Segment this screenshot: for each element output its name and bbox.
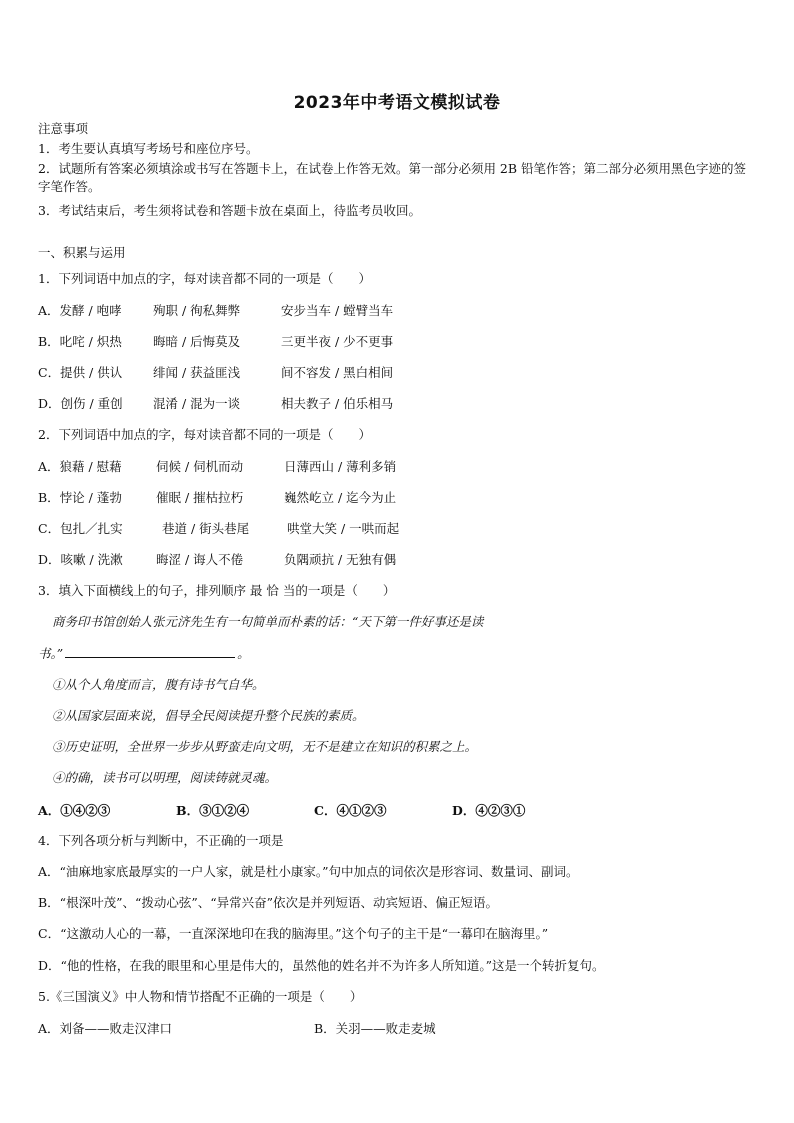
option-word: 三更半夜 / 少不更事: [281, 334, 394, 349]
option-word: 殉职 / 徇私舞弊: [153, 303, 241, 318]
option-word: 相夫教子 / 伯乐相马: [281, 396, 394, 411]
option-word: D．咳嗽 / 洗漱: [38, 552, 123, 567]
option-word: 催眠 / 摧枯拉朽: [156, 490, 244, 505]
option-word: 安步当车 / 螳臂当车: [281, 303, 394, 318]
option-word: 晦暗 / 后悔莫及: [153, 334, 241, 349]
notice-item: 3．考试结束后，考生须将试卷和答题卡放在桌面上，待监考员收回。: [38, 203, 421, 218]
option-word: 日薄西山 / 薄利多销: [284, 459, 397, 474]
question-stem: 1．下列词语中加点的字，每对读音都不同的一项是（ ）: [38, 271, 371, 286]
choice-option: A．①④②③: [38, 803, 111, 818]
option-word: 混淆 / 混为一谈: [153, 396, 241, 411]
option-text: B．关羽——败走麦城: [314, 1021, 436, 1036]
question-stem: 2．下列词语中加点的字，每对读音都不同的一项是（ ）: [38, 427, 371, 442]
passage-text-end: 。: [237, 646, 250, 661]
choice-option: B．③①②④: [176, 803, 250, 818]
sentence-item: ①从个人角度而言，腹有诗书气自华。: [52, 677, 265, 692]
notice-item: 1．考生要认真填写考场号和座位序号。: [38, 141, 259, 156]
option-word: A．狼藉 / 慰藉: [38, 459, 122, 474]
option-word: 巷道 / 街头巷尾: [162, 521, 250, 536]
sentence-item: ④的确，读书可以明理，阅读铸就灵魂。: [52, 770, 278, 785]
option-text: A．“油麻地家底最厚实的一户人家，就是杜小康家。”句中加点的词依次是形容词、数量词、副词。: [38, 864, 579, 879]
passage-text: [38, 645, 250, 663]
question-stem: 4．下列各项分析与判断中，不正确的一项是: [38, 833, 284, 848]
option-word: 晦涩 / 诲人不倦: [156, 552, 244, 567]
option-word: A．发酵 / 咆哮: [38, 303, 122, 318]
choice-option: C．④①②③: [314, 803, 387, 818]
option-word: C．提供 / 供认: [38, 365, 123, 380]
notice-item: 2．试题所有答案必须填涂或书写在答题卡上，在试卷上作答无效。第一部分必须用 2B 铅笔作答；第二部分必须用黑色字迹的签字笔作答。: [38, 161, 747, 194]
option-word: 巍然屹立 / 迄今为止: [284, 490, 397, 505]
option-word: D．创伤 / 重创: [38, 396, 123, 411]
option-word: C．包扎／扎实: [38, 521, 123, 536]
question-stem: 3．填入下面横线上的句子，排列顺序 最 恰 当的一项是（ ）: [38, 583, 396, 598]
sentence-item: ③历史证明，全世界一步步从野蛮走向文明，无不是建立在知识的积累之上。: [52, 739, 478, 754]
sentence-item: ②从国家层面来说，倡导全民阅读提升整个民族的素质。: [52, 708, 365, 723]
option-text: A．刘备——败走汉津口: [38, 1021, 173, 1036]
option-text: B．“根深叶茂”、“拨动心弦”、“异常兴奋”依次是并列短语、动宾短语、偏正短语。: [38, 895, 499, 910]
notice-heading: 注意事项: [38, 121, 89, 136]
question-stem: 5.《三国演义》中人物和情节搭配不正确的一项是（ ）: [38, 989, 363, 1004]
passage-text: 商务印书馆创始人张元济先生有一句简单而朴素的话：“天下第一件好事还是读: [52, 614, 484, 629]
passage-text-start: 书。”: [38, 646, 64, 661]
option-word: 伺候 / 伺机而动: [156, 459, 244, 474]
option-word: 绯闻 / 获益匪浅: [153, 365, 241, 380]
option-word: B．悖论 / 蓬勃: [38, 490, 122, 505]
option-text: D．“他的性格，在我的眼里和心里是伟大的，虽然他的姓名并不为许多人所知道。”这是一个转折复句。: [38, 958, 605, 973]
option-word: 间不容发 / 黑白相间: [281, 365, 394, 380]
answer-blank: [65, 645, 235, 658]
option-word: 负隅顽抗 / 无独有偶: [284, 552, 397, 567]
section-heading: 一、积累与运用: [38, 245, 126, 260]
choice-option: D．④②③①: [452, 803, 526, 818]
option-text: C．“这激动人心的一幕，一直深深地印在我的脑海里。”这个句子的主干是“一幕印在脑海里。”: [38, 926, 549, 941]
option-word: 哄堂大笑 / 一哄而起: [287, 521, 400, 536]
option-word: B．叱咤 / 炽热: [38, 334, 122, 349]
page-title: 2023年中考语文模拟试卷: [293, 93, 501, 113]
